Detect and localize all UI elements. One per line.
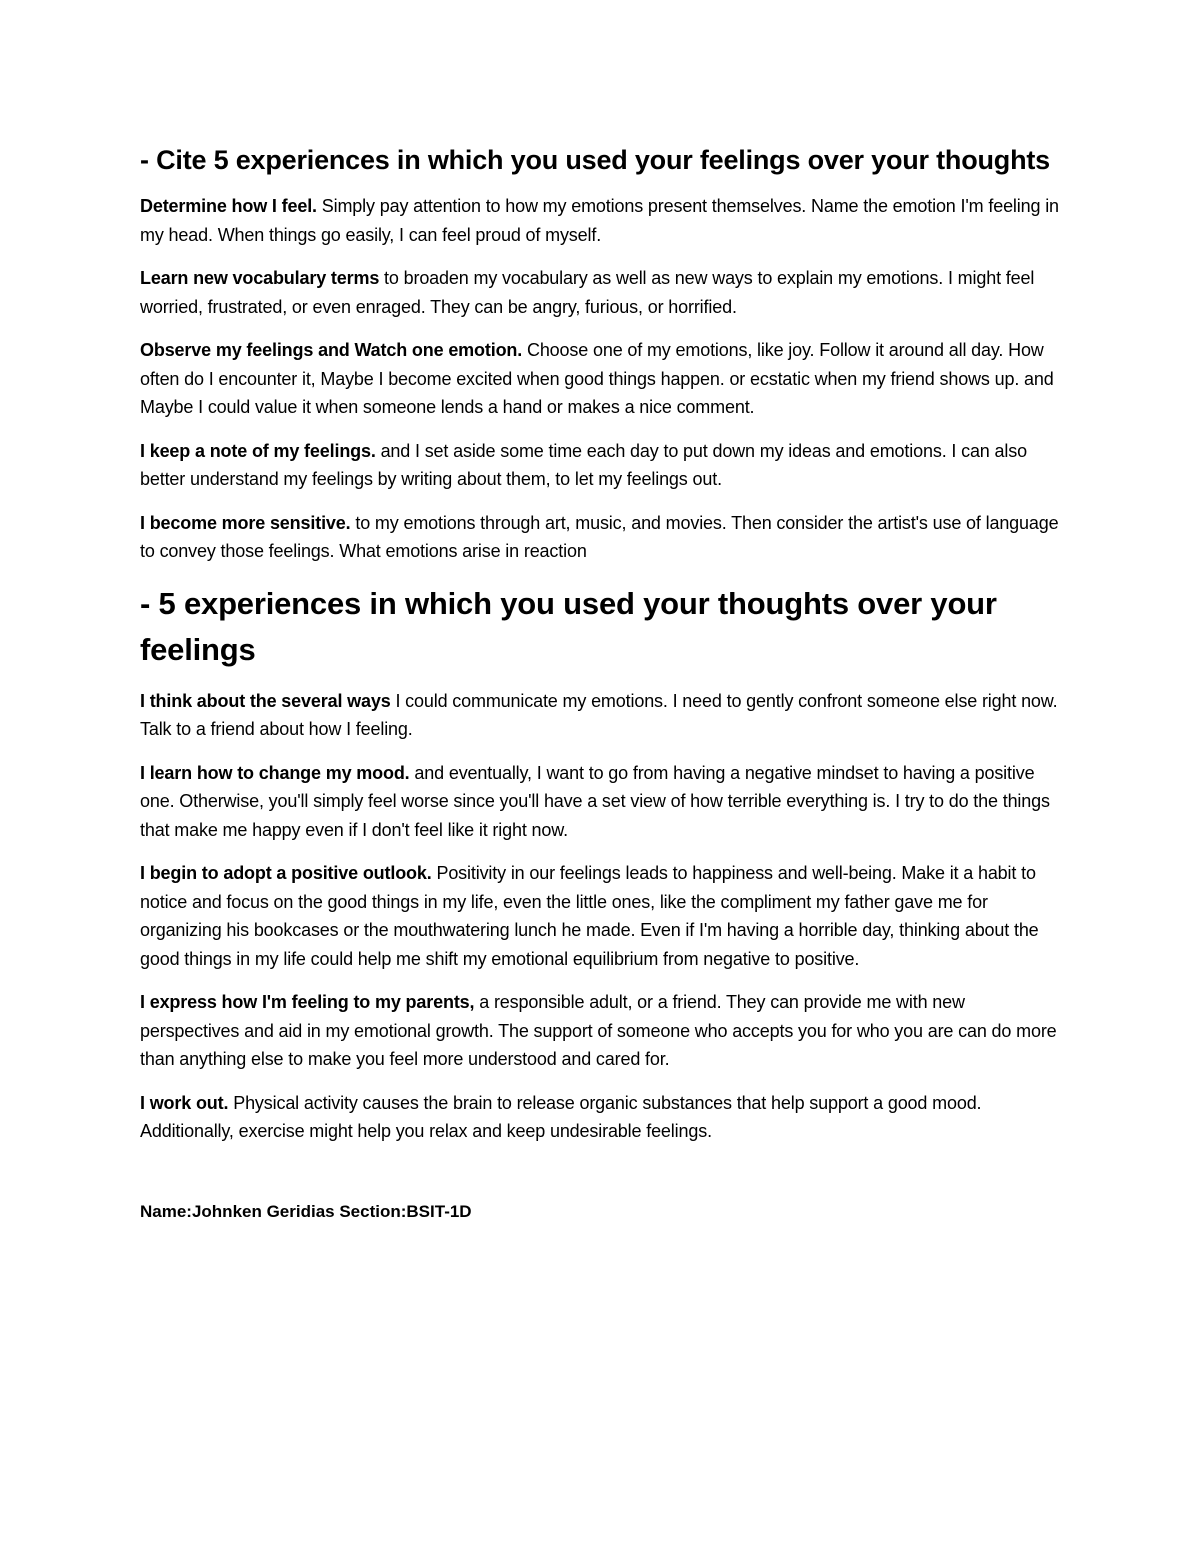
section-feelings-over-thoughts — [140, 140, 1065, 566]
list-item — [140, 264, 1065, 321]
list-item — [140, 192, 1065, 249]
item-text: to broaden my vocabulary as well as new ways to explain my emotions. I might feel worried, frustrated, or even enraged. They can be angry, furious, or horrified. — [140, 268, 1035, 317]
section-heading: - 5 experiences in which you used your thoughts over your feelings — [140, 585, 997, 667]
item-text: Simply pay attention to how my emotions present themselves. Name the emotion I'm feeling in my head. When things go easily, I can feel proud of myself. — [140, 196, 1059, 245]
item-text: and eventually, I want to go from having a negative mindset to having a positive one. Otherwise, you'll simply feel worse since you'll have a set view of how terrible everything is. I try to do the things that make me happy even if I don't feel like it right now. — [140, 762, 1050, 840]
item-text: and I set aside some time each day to put down my ideas and emotions. I can also better understand my feelings by writing about them, to let my feelings out. — [140, 440, 1027, 489]
item-text: a responsible adult, or a friend. They can provide me with new perspectives and aid in my emotional growth. The support of someone who accepts you for who you are can do more than anything else to make you feel more understood and cared for. — [140, 992, 1057, 1069]
list-item — [140, 988, 1065, 1074]
item-text: I could communicate my emotions. I need to gently confront someone else right now. Talk to a friend about how I feeling. — [140, 690, 1058, 739]
list-item — [140, 509, 1065, 566]
item-lead: I think about the several ways — [140, 690, 391, 711]
document-page — [140, 140, 1065, 1224]
item-text: Physical activity causes the brain to release organic substances that help support a good mood. Additionally, exercise might help you relax and keep undesirable feelings. — [140, 1092, 982, 1141]
item-lead: I express how I'm feeling to my parents, — [140, 992, 475, 1012]
name-section-footer: Name:Johnken Geridias Section:BSIT-1D — [140, 1201, 472, 1221]
item-text: Positivity in our feelings leads to happiness and well-being. Make it a habit to notice and focus on the good things in my life, even the little ones, like the compliment my father gave me for organizing his bookcases or the mouthwatering lunch he made. Even if I'm having a horrible day, thinking about the good things in my life could help me shift my emotional equilibrium from negative to positive. — [140, 863, 1039, 969]
item-lead: Determine how I feel. — [140, 196, 317, 216]
item-lead: I learn how to change my mood. — [140, 762, 410, 783]
item-text: Choose one of my emotions, like joy. Follow it around all day. How often do I encounter it, Maybe I become excited when good things happen. or ecstatic when my friend shows up. and Maybe I could value it when someone lends a hand or makes a nice comment. — [140, 340, 1054, 417]
item-lead: I begin to adopt a positive outlook. — [140, 863, 432, 883]
item-lead: I keep a note of my feelings. — [140, 440, 376, 461]
section-heading: - Cite 5 experiences in which you used your feelings over your thoughts — [140, 145, 1050, 175]
list-item — [140, 759, 1065, 845]
item-lead: I work out. — [140, 1092, 229, 1113]
list-item — [140, 687, 1065, 744]
section-thoughts-over-feelings — [140, 581, 1065, 1146]
list-item — [140, 859, 1065, 973]
list-item — [140, 437, 1065, 494]
item-lead: Observe my feelings and Watch one emotion. — [140, 340, 523, 360]
list-item — [140, 336, 1065, 422]
list-item — [140, 1089, 1065, 1146]
item-lead: I become more sensitive. — [140, 512, 351, 533]
item-lead: Learn new vocabulary terms — [140, 268, 380, 288]
item-text: to my emotions through art, music, and movies. Then consider the artist's use of language to convey those feelings. What emotions arise in reaction — [140, 512, 1059, 561]
